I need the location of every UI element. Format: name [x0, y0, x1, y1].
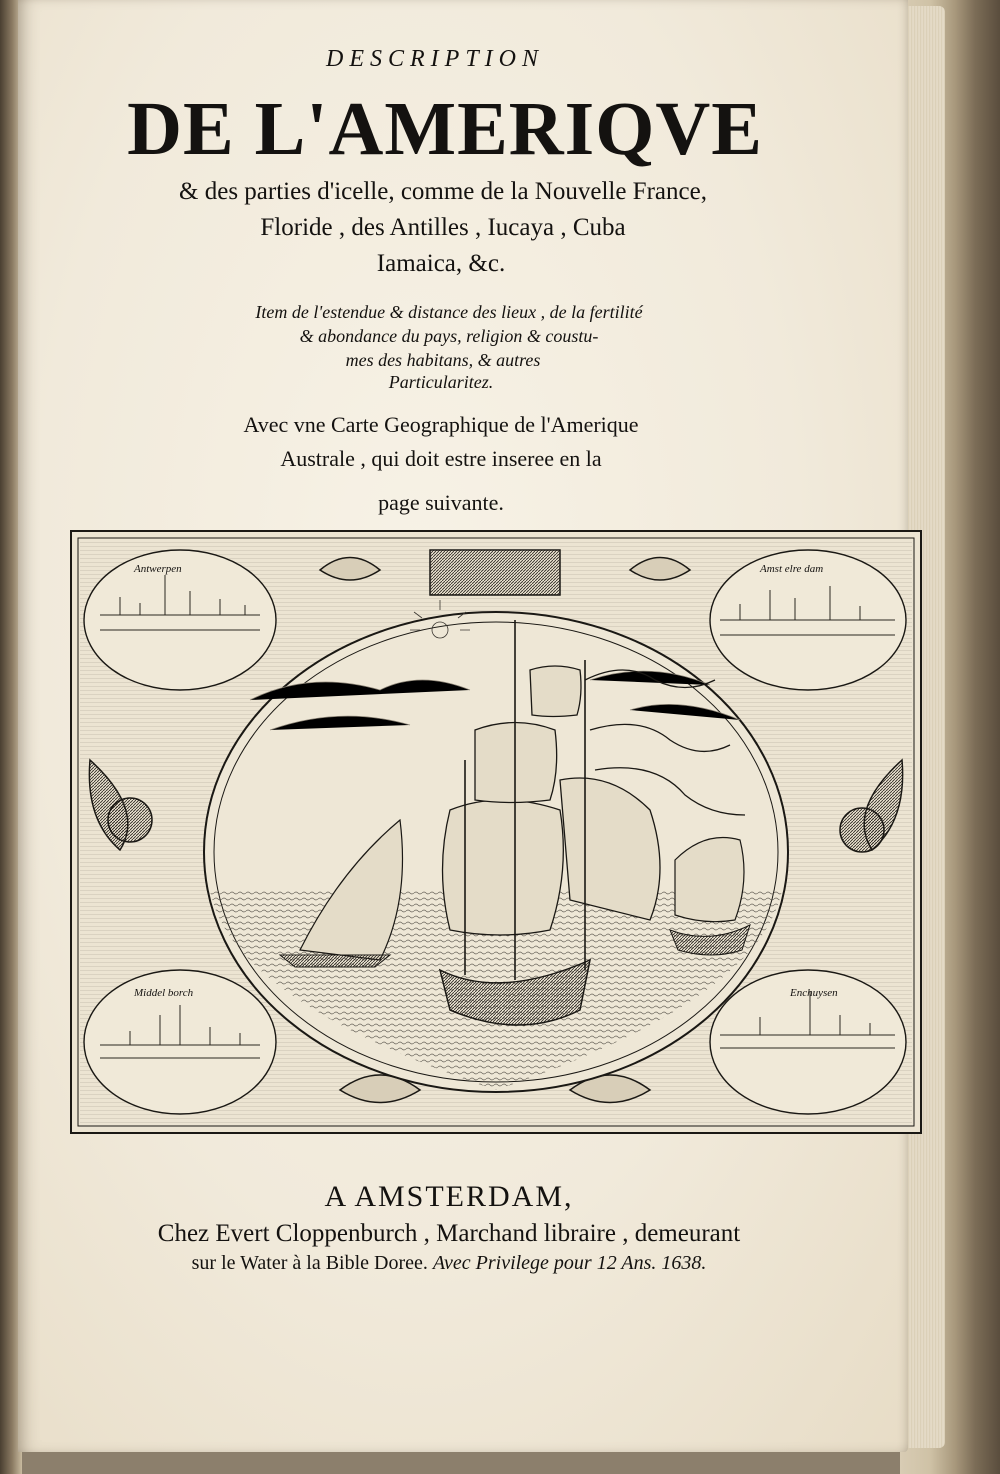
- subtitle-line-2: Floride , des Antilles , Iucaya , Cuba: [260, 214, 626, 241]
- imprint-privilege: Avec Privilege pour 12 Ans. 1638.: [432, 1252, 707, 1274]
- map-note-line-2: Australe , qui doit estre inseree en la: [280, 446, 602, 471]
- imprint-address: [4, 1252, 894, 1275]
- italic-line-4: Particularitez.: [388, 372, 494, 392]
- map-note-line-3: page suivante.: [378, 490, 504, 515]
- city-label-antwerpen: Antwerpen: [134, 563, 182, 575]
- subtitle-line-1: & des parties d'icelle, comme de la Nouvelle France,: [179, 178, 707, 205]
- title-page: [18, 0, 908, 1452]
- imprint-address-roman: sur le Water à la Bible Doree.: [191, 1252, 428, 1274]
- map-note-line-1: Avec vne Carte Geographique de l'Amerique: [243, 412, 639, 437]
- title-line-description: DESCRIPTION: [326, 46, 544, 72]
- imprint-city: A AMSTERDAM,: [324, 1180, 574, 1213]
- city-label-enkhuizen: Enchuysen: [790, 987, 838, 999]
- title-line-amerique: DE L'AMERIQVE: [127, 87, 763, 171]
- italic-line-3: mes des habitans, & autres: [345, 350, 541, 370]
- italic-line-1: Item de l'estendue & distance des lieux , de la fertilité: [255, 302, 643, 322]
- imprint-publisher: Chez Evert Cloppenburch , Marchand libraire , demeurant: [157, 1220, 741, 1247]
- subtitle-line-3: Iamaica, &c.: [376, 250, 506, 277]
- city-label-amsterdam: Amst elre dam: [760, 563, 824, 575]
- city-label-middelburg: Middel borch: [134, 987, 194, 999]
- italic-line-2: & abondance du pays, religion & coustu-: [299, 326, 599, 346]
- ship-engraving: [70, 530, 922, 1134]
